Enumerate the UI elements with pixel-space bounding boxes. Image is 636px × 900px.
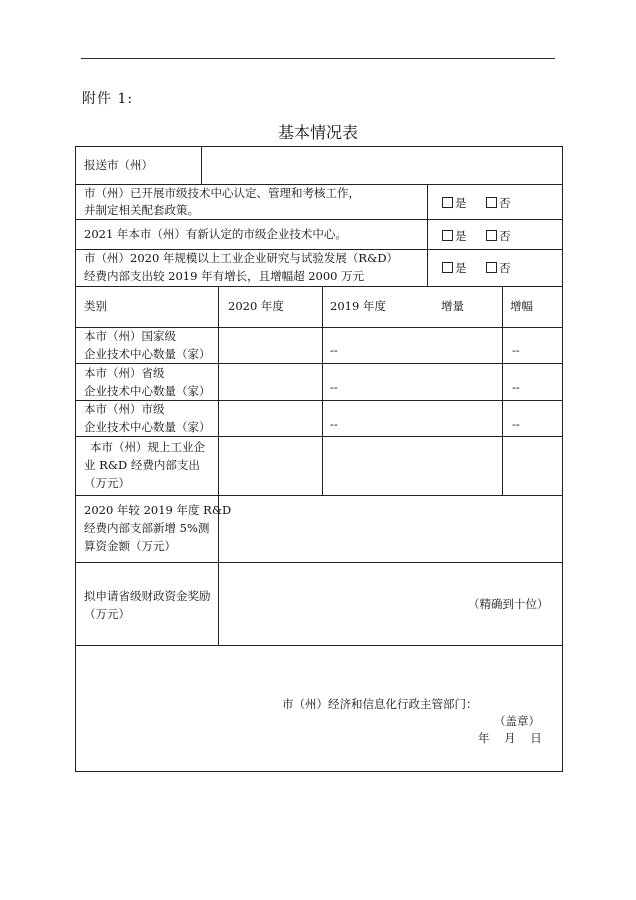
signature-stamp: （盖章） [494, 714, 540, 728]
header-2019: 2019 年度 [330, 299, 386, 313]
row-divider [76, 436, 562, 437]
q3-no-checkbox[interactable]: 否 [486, 260, 511, 276]
q1-text-line1: 市（州）已开展市级技术中心认定、管理和考核工作， [84, 186, 360, 200]
checkbox-icon [442, 197, 453, 208]
q2-no-checkbox[interactable]: 否 [486, 228, 511, 244]
row-municipal-growth: -- [512, 417, 520, 431]
header-category: 类别 [84, 299, 107, 313]
row-provincial-2019: -- [330, 380, 338, 394]
row-provincial-line2: 企业技术中心数量（家） [84, 384, 211, 398]
row-national-line1: 本市（州）国家级 [84, 329, 176, 343]
row-national-2019: -- [330, 343, 338, 357]
q1-no-checkbox[interactable]: 否 [486, 195, 511, 211]
reporting-city-label: 报送市（州） [84, 158, 153, 172]
q1-yes-checkbox[interactable]: 是 [442, 195, 467, 211]
row-provincial-line1: 本市（州）省级 [84, 366, 165, 380]
award-line1: 拟申请省级财政资金奖励 [84, 589, 211, 603]
row-divider [76, 495, 562, 496]
col-divider [322, 286, 323, 495]
col-divider [218, 286, 219, 645]
checkbox-icon [442, 230, 453, 241]
header-growth: 增幅 [510, 299, 533, 313]
header-rule [81, 58, 555, 59]
rd-line3: （万元） [84, 476, 130, 490]
signature-dept: 市（州）经济和信息化行政主管部门： [282, 697, 478, 711]
q3-text-line2: 经费内部支出较 2019 年有增长，且增幅超 2000 万元 [84, 269, 365, 283]
col-divider [427, 184, 428, 286]
award-line2: （万元） [84, 607, 130, 621]
row-national-line2: 企业技术中心数量（家） [84, 347, 211, 361]
form-table [75, 146, 563, 772]
award-note: （精确到十位） [468, 597, 549, 611]
row-divider [76, 219, 562, 220]
rd-line1: 本市（州）规上工业企 [90, 440, 205, 454]
row-divider [76, 286, 562, 287]
calc-line3: 算资金额（万元） [84, 539, 176, 553]
checkbox-icon [486, 230, 497, 241]
header-2020: 2020 年度 [228, 299, 284, 313]
row-municipal-line2: 企业技术中心数量（家） [84, 420, 211, 434]
row-provincial-growth: -- [512, 380, 520, 394]
row-divider [76, 562, 562, 563]
q3-text-line1: 市（州）2020 年规模以上工业企业研究与试验发展（R&D） [84, 251, 399, 265]
checkbox-icon [486, 262, 497, 273]
header-increase: 增量 [441, 299, 464, 313]
row-national-growth: -- [512, 343, 520, 357]
rd-line2: 业 R&D 经费内部支出 [84, 458, 200, 472]
q3-yes-checkbox[interactable]: 是 [442, 260, 467, 276]
calc-line2: 经费内部支部新增 5%测 [84, 521, 210, 535]
col-divider [201, 147, 202, 184]
checkbox-icon [442, 262, 453, 273]
q2-yes-checkbox[interactable]: 是 [442, 228, 467, 244]
signature-date: 年 月 日 [478, 731, 542, 745]
row-municipal-2019: -- [330, 417, 338, 431]
checkbox-icon [486, 197, 497, 208]
row-municipal-line1: 本市（州）市级 [84, 402, 165, 416]
attachment-label: 附件 1: [82, 91, 134, 107]
page-title: 基本情况表 [277, 123, 358, 142]
calc-line1: 2020 年较 2019 年度 R&D [84, 503, 232, 517]
q2-text: 2021 年本市（州）有新认定的市级企业技术中心。 [84, 227, 347, 241]
row-divider [76, 645, 562, 646]
q1-text-line2: 并制定相关配套政策。 [84, 203, 199, 217]
col-divider [502, 286, 503, 495]
